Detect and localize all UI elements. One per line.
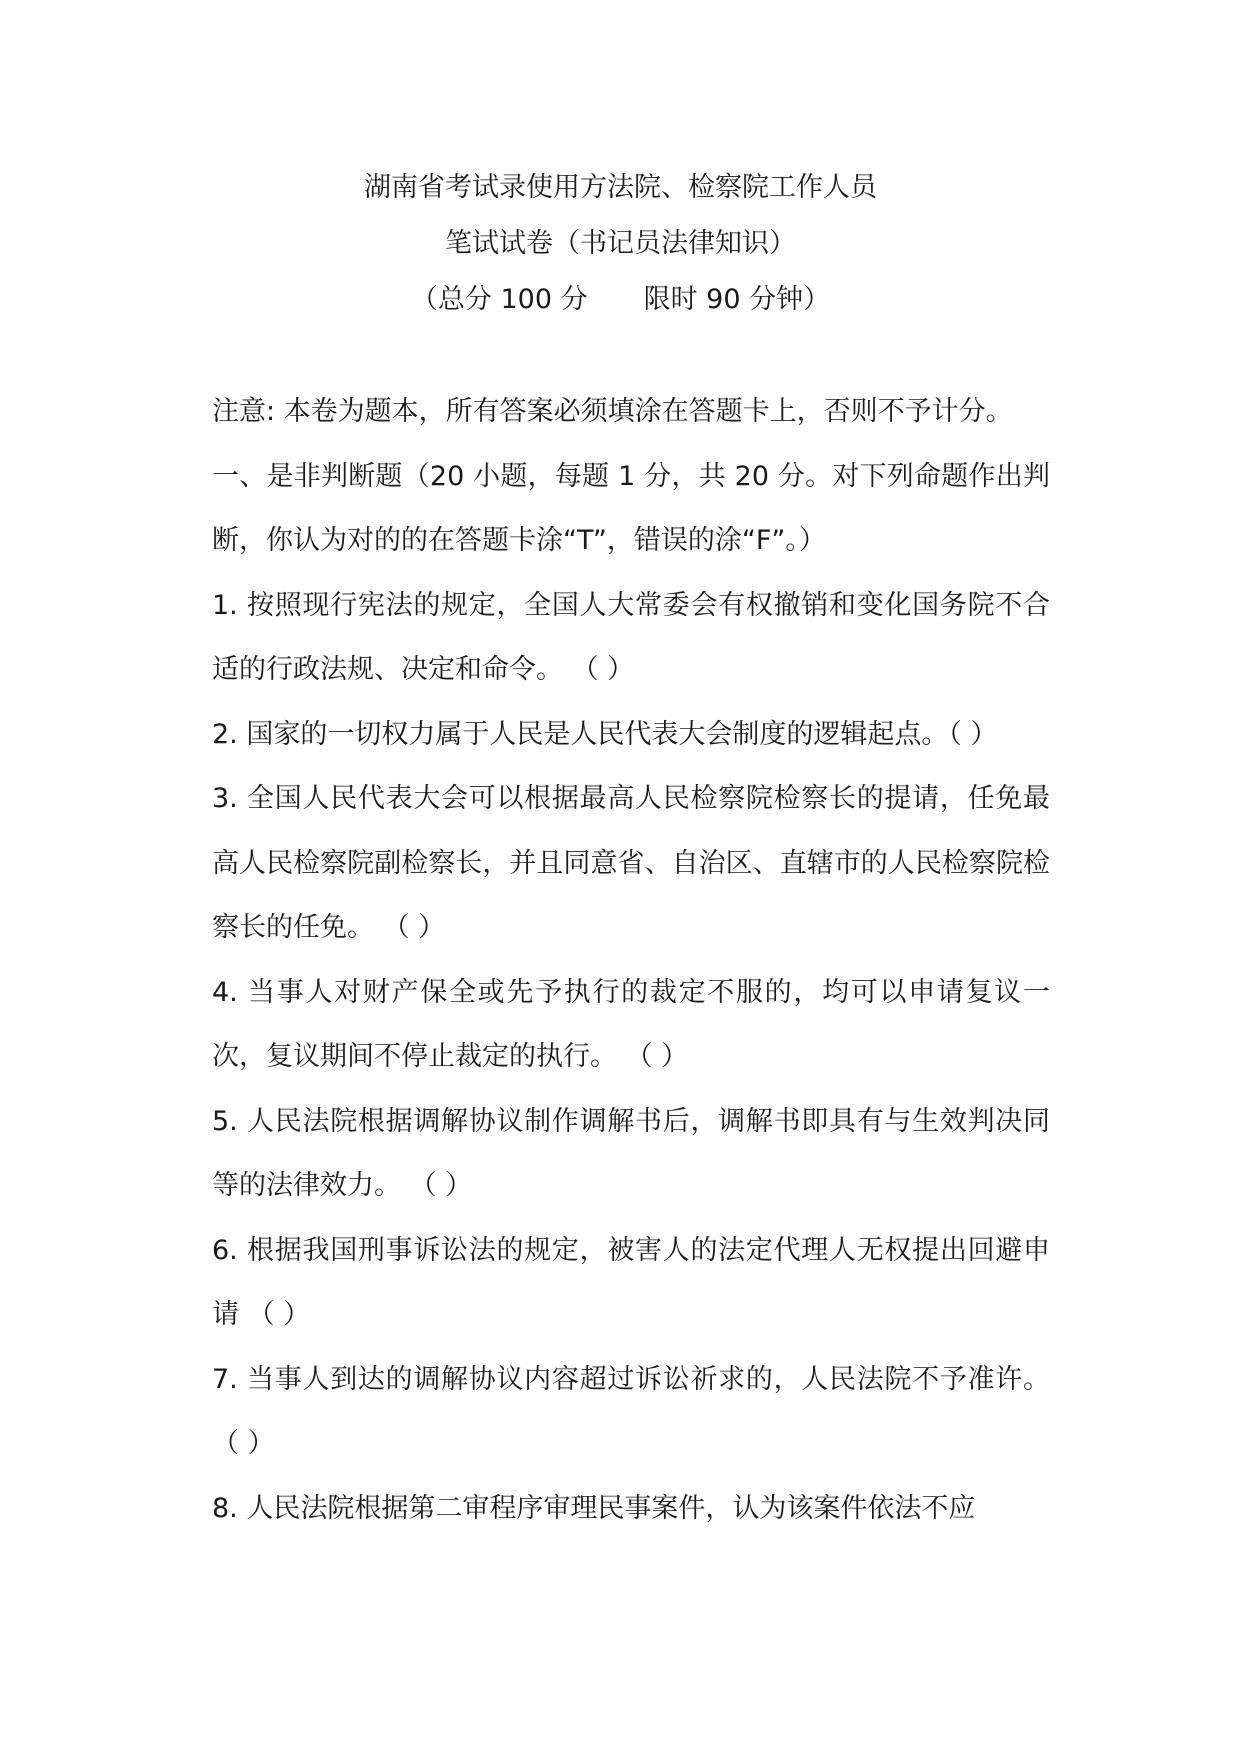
exam-total-score: （总分 100 分 bbox=[410, 284, 588, 315]
exam-header bbox=[0, 160, 1241, 328]
question-item: 6. 根据我国刑事诉讼法的规定，被害人的法定代理人无权提出回避申请 （ ） bbox=[212, 1234, 1050, 1330]
question-item: 3. 全国人民代表大会可以根据最高人民检察院检察长的提请，任免最高人民检察院副检察长，并且同意省、自治区、直辖市的人民检察院检察长的任免。 （ ） bbox=[212, 783, 1050, 943]
exam-title-line1: 湖南省考试录使用方法院、检察院工作人员 bbox=[364, 172, 877, 203]
question-item: 4. 当事人对财产保全或先予执行的裁定不服的，均可以申请复议一次，复议期间不停止裁定的执行。 （ ） bbox=[212, 976, 1050, 1072]
exam-score-time-line bbox=[0, 272, 1241, 328]
exam-title-line2: 笔试试卷（书记员法律知识） bbox=[445, 228, 796, 259]
exam-notice: 注意: 本卷为题本，所有答案必须填涂在答题卡上，否则不予计分。 bbox=[212, 396, 1013, 427]
exam-time-limit: 限时 90 分钟） bbox=[643, 284, 831, 315]
question-item: 5. 人民法院根据调解协议制作调解书后，调解书即具有与生效判决同等的法律效力。 （ ） bbox=[212, 1105, 1050, 1201]
question-item: 1. 按照现行宪法的规定，全国人大常委会有权撤销和变化国务院不合适的行政法规、决定和命令。 （ ） bbox=[212, 589, 1050, 685]
question-item: 8. 人民法院根据第二审程序审理民事案件，认为该案件依法不应 bbox=[212, 1492, 976, 1524]
question-item: 7. 当事人到达的调解协议内容超过诉讼祈求的，人民法院不予准许。 （ ） bbox=[212, 1363, 1050, 1459]
exam-body bbox=[212, 380, 1050, 1541]
question-item: 2. 国家的一切权力属于人民是人民代表大会制度的逻辑起点。（ ） bbox=[212, 718, 998, 750]
section-heading: 一、是非判断题（20 小题，每题 1 分，共 20 分。对下列命题作出判断，你认为对的的在答题卡涂“T”，错误的涂“F”。） bbox=[212, 460, 1050, 556]
